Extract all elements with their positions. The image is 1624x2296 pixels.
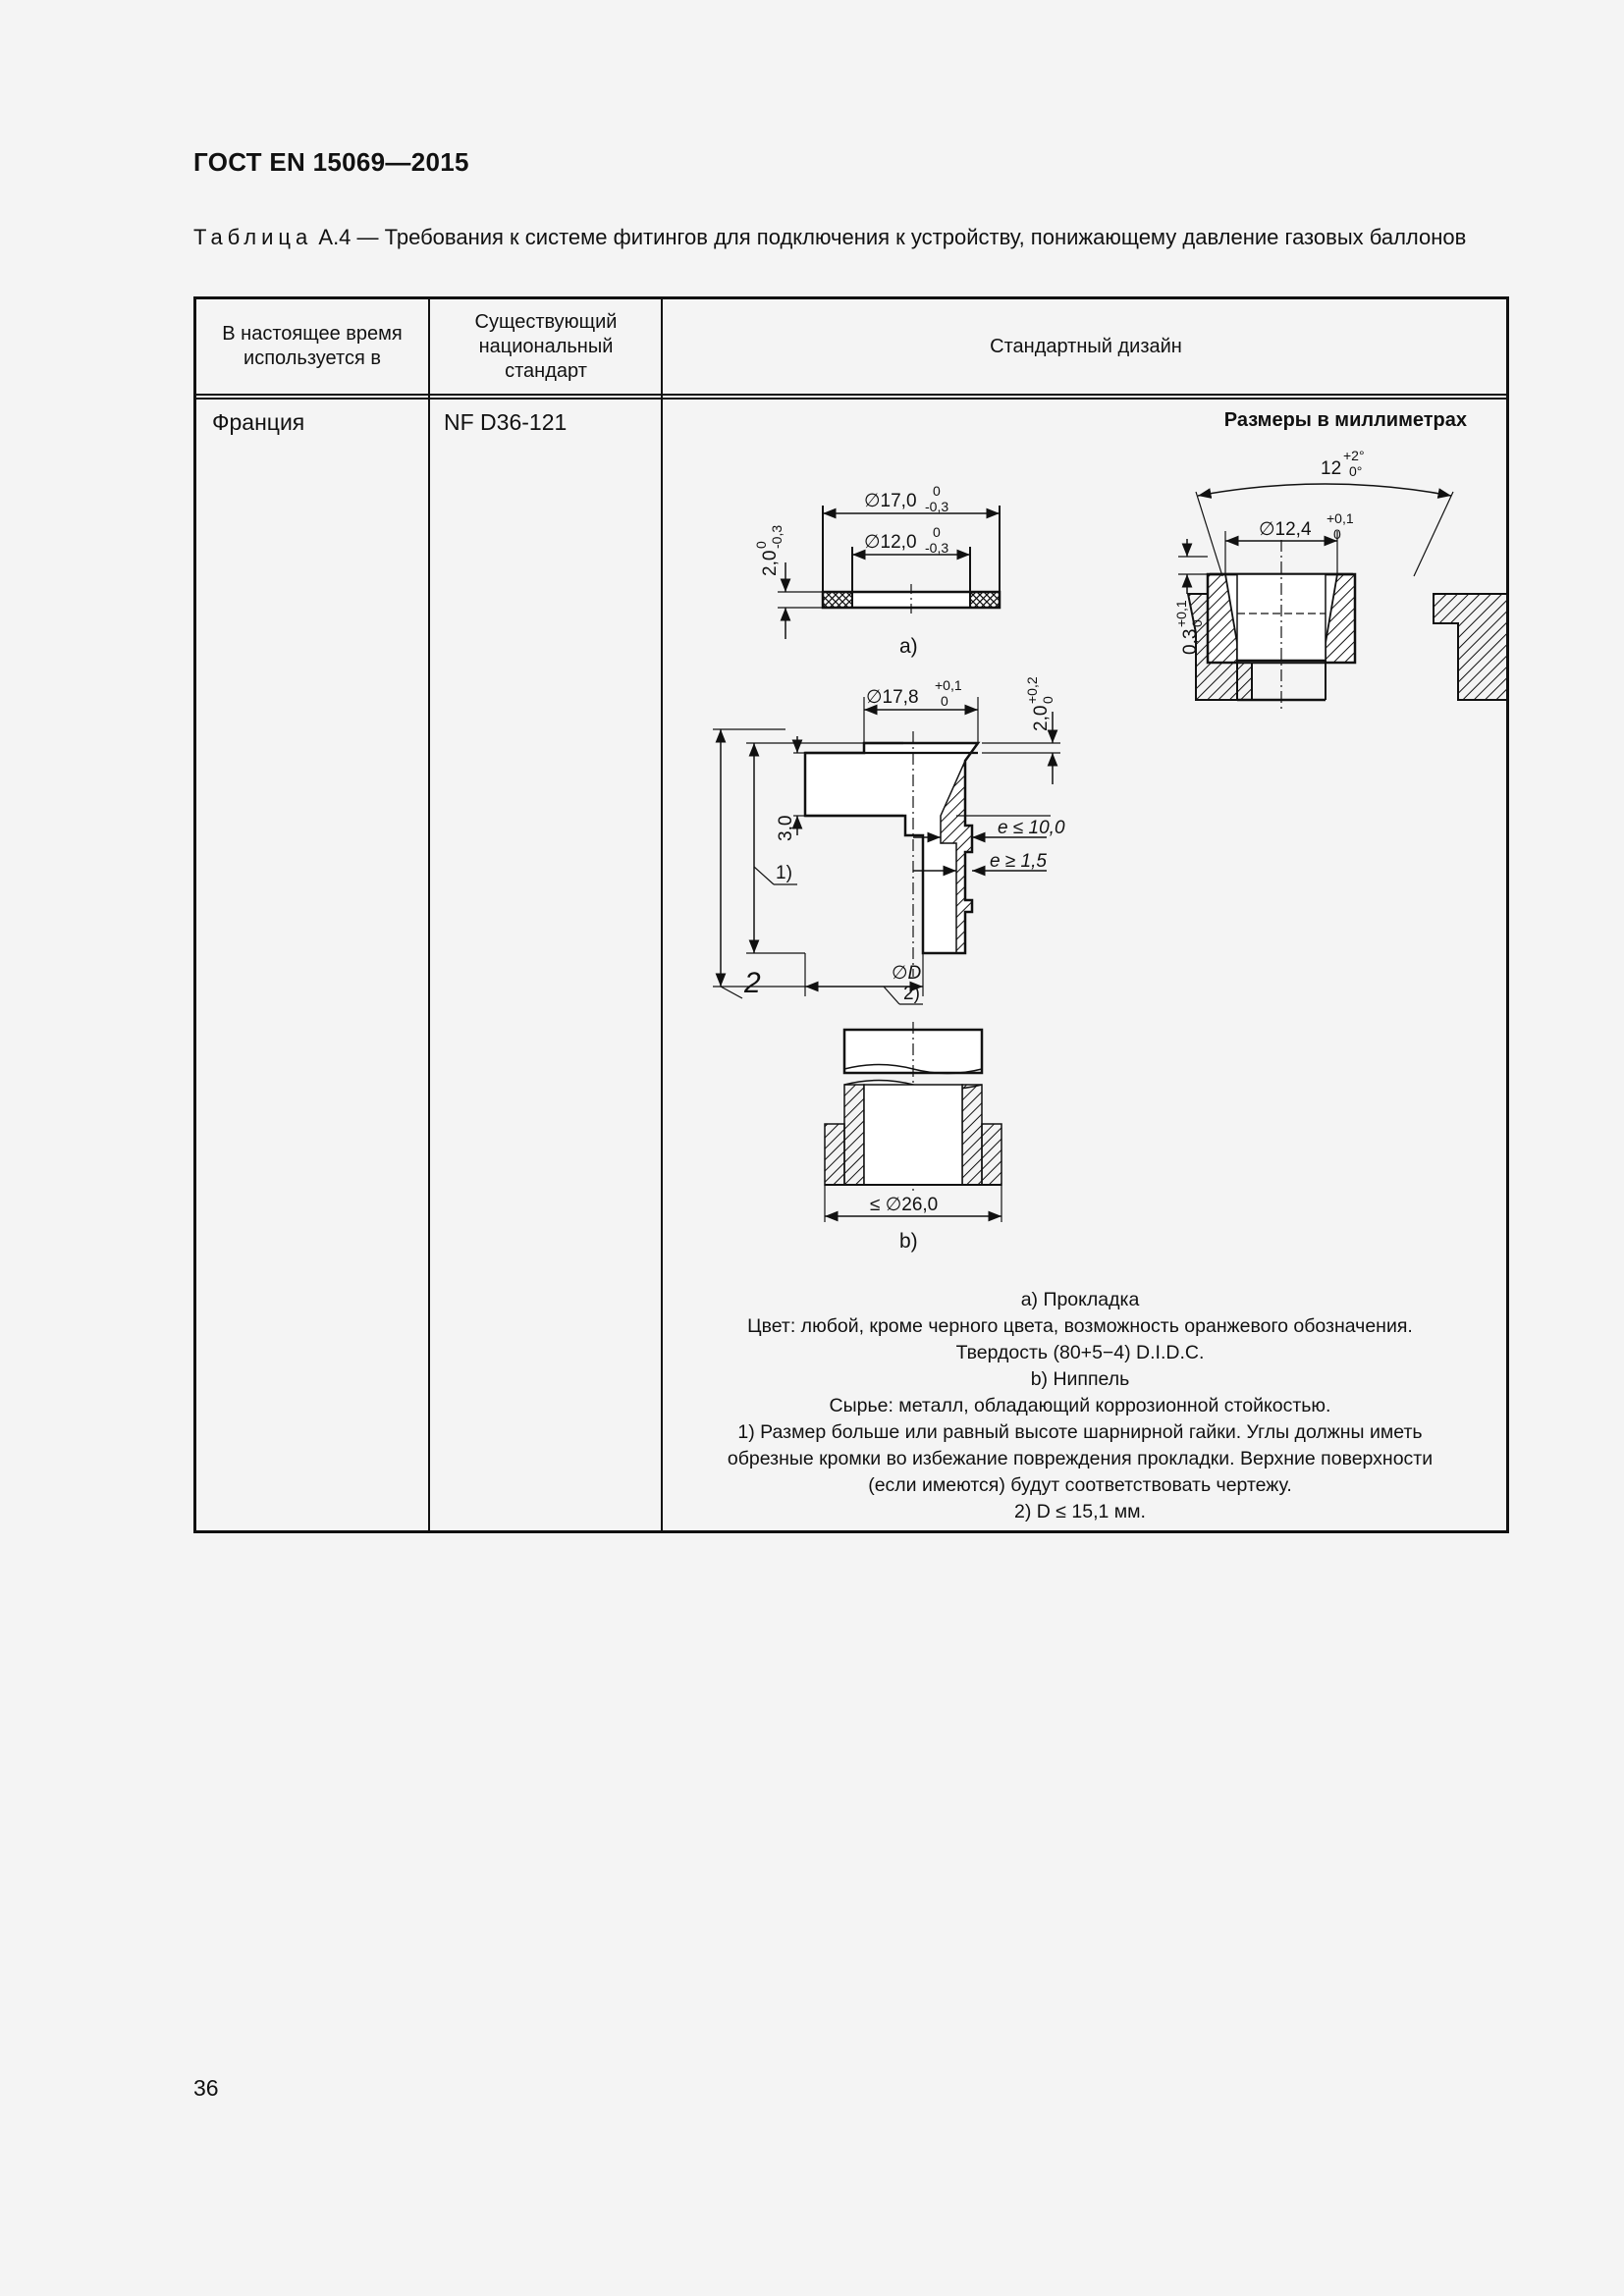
technical-drawing: [196, 299, 1506, 1281]
dia-d-label: ∅D: [892, 963, 922, 984]
nipple-flange-tol-lower: 0: [941, 693, 948, 709]
gasket-outer-dia-label: ∅17,0: [864, 491, 917, 511]
cell-standard: NF D36-121: [444, 409, 568, 435]
callout-2-label: 2): [903, 984, 920, 1004]
seat-dia-label: ∅12,4: [1259, 519, 1312, 540]
label-a: а): [899, 635, 918, 658]
cell-country: Франция: [212, 409, 305, 435]
seat-depth-tol-upper: +0,1: [1173, 600, 1189, 627]
gasket-thickness-tol-upper: 0: [753, 541, 769, 549]
gasket-thickness-tol-lower: -0,3: [769, 524, 785, 549]
nipple-flange-height-tol-lower: 0: [1040, 696, 1056, 704]
drawing-notes: [658, 1287, 1502, 1525]
nipple-flange-dia-label: ∅17,8: [866, 687, 919, 708]
gasket-drawing: [778, 506, 1000, 639]
angle-label: 12: [1321, 458, 1342, 479]
table-caption: [193, 224, 1509, 251]
gasket-outer-tol-upper: 0: [933, 483, 941, 499]
wall-min-label: e ≥ 1,5: [990, 851, 1047, 872]
note-line: b) Ниппель: [1030, 1368, 1130, 1390]
header-cell-used-in: В настоящее время используется в: [222, 323, 403, 369]
seat-depth-label: 0,3: [1180, 628, 1201, 655]
gasket-thickness-label: 2,0: [760, 550, 781, 576]
table-caption-text: А.4 — Требования к системе фитингов для подключения к устройству, понижающему давление газовых баллонов: [318, 225, 1467, 249]
header-cell-national-standard: Существующий национальный стандарт: [474, 310, 618, 382]
gasket-inner-tol-lower: -0,3: [925, 540, 949, 556]
gasket-inner-dia-label: ∅12,0: [864, 532, 917, 553]
callout-2-big-label: 2: [744, 967, 761, 999]
requirements-table: [193, 296, 1509, 1533]
dimension-3-label: 3,0: [776, 815, 796, 841]
max-outer-dia-label: ≤ ∅26,0: [870, 1195, 939, 1215]
note-line: Сырье: металл, обладающий коррозионной стойкостью.: [829, 1395, 1331, 1416]
note-line: обрезные кромки во избежание повреждения прокладки. Верхние поверхности: [727, 1448, 1434, 1469]
seat-dia-tol-upper: +0,1: [1326, 510, 1354, 526]
nipple-flange-height-tol-upper: +0,2: [1024, 676, 1040, 704]
note-line: 1) Размер больше или равный высоте шарнирной гайки. Углы должны иметь: [737, 1421, 1423, 1443]
note-line: Цвет: любой, кроме черного цвета, возможность оранжевого обозначения.: [747, 1315, 1413, 1337]
note-line: а) Прокладка: [1020, 1289, 1140, 1310]
seat-depth-tol-lower: 0: [1189, 619, 1205, 627]
gasket-outer-tol-lower: -0,3: [925, 499, 949, 514]
gasket-inner-tol-upper: 0: [933, 524, 941, 540]
nipple-flange-tol-upper: +0,1: [935, 677, 962, 693]
header-cell-standard-design: Стандартный дизайн: [990, 335, 1182, 357]
seat-dia-tol-lower: 0: [1333, 526, 1341, 542]
table-caption-prefix: Таблица: [193, 225, 313, 249]
label-b: b): [899, 1230, 918, 1253]
nipple-flange-height-label: 2,0: [1031, 705, 1052, 731]
nipple-body-drawing: [825, 1022, 1001, 1222]
units-note: Размеры в миллиметрах: [1223, 409, 1467, 431]
note-line: Твердость (80+5−4) D.I.D.C.: [955, 1342, 1205, 1363]
document-code: ГОСТ EN 15069—2015: [193, 147, 469, 177]
wall-max-label: e ≤ 10,0: [998, 818, 1065, 838]
note-line: 2) D ≤ 15,1 мм.: [1014, 1501, 1146, 1522]
angle-tol-lower: 0°: [1349, 463, 1363, 479]
callout-1-label: 1): [776, 863, 792, 883]
angle-tol-upper: +2°: [1343, 448, 1365, 463]
note-line: (если имеются) будут соответствовать чертежу.: [868, 1474, 1292, 1496]
page-number: 36: [193, 2075, 219, 2101]
